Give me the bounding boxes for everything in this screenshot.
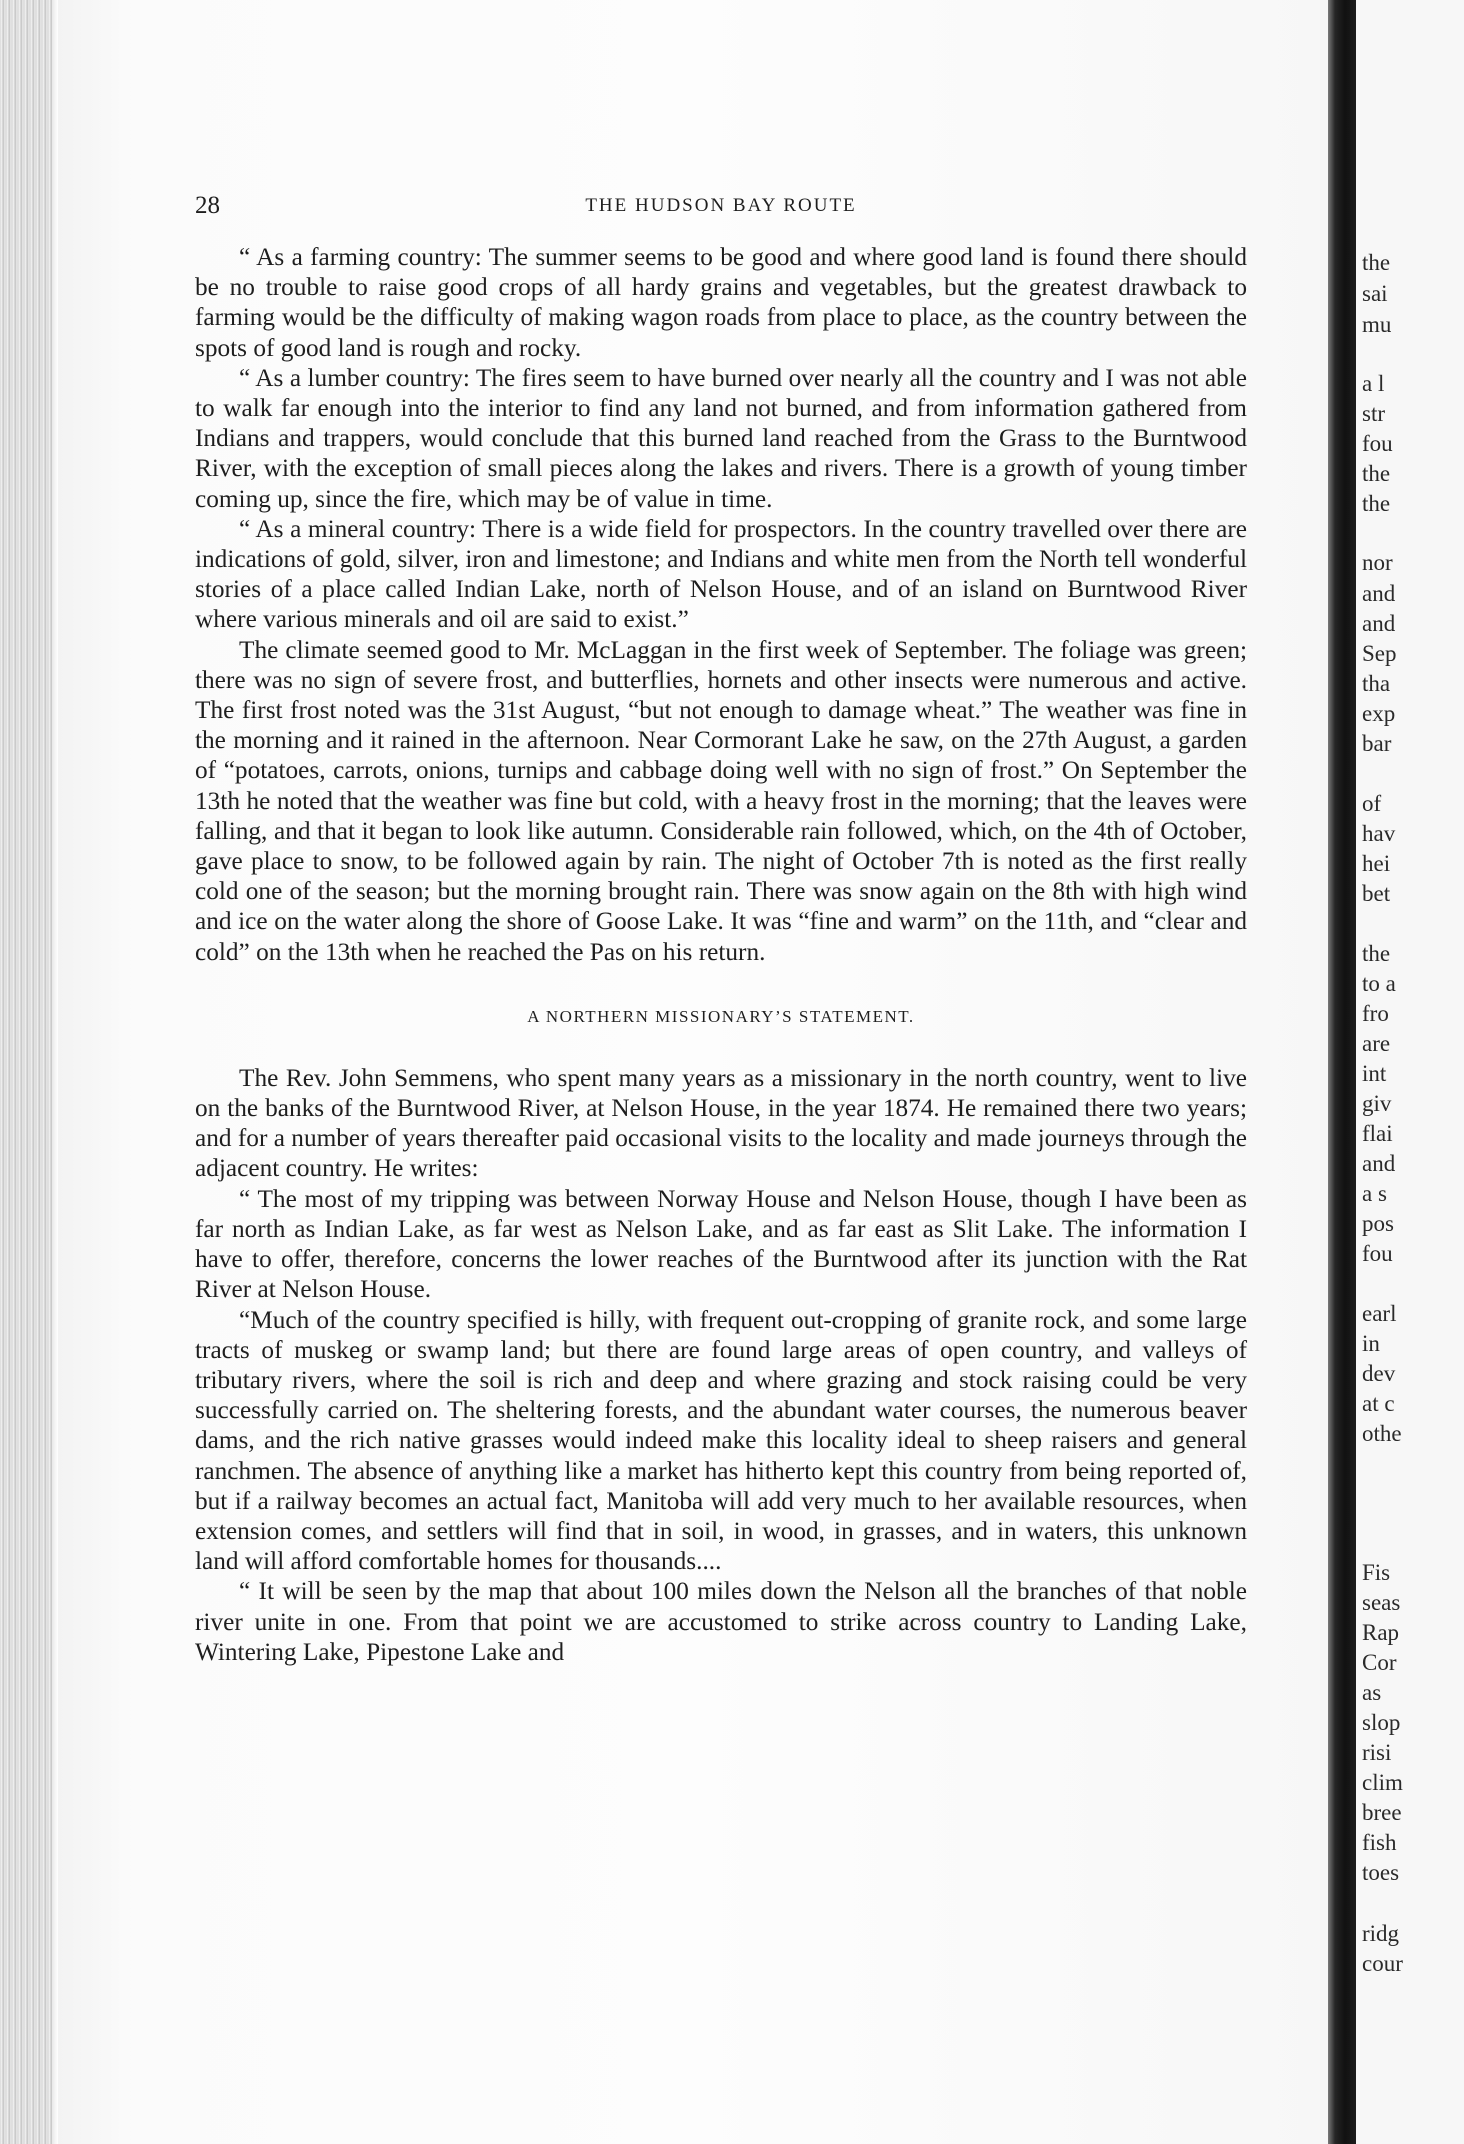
facing-page-fragment: flai [1362,1121,1393,1146]
facing-page-fragment: Rap [1362,1620,1400,1645]
facing-page-fragment: cour [1362,1951,1403,1976]
book-gutter [1328,0,1356,2144]
facing-page-fragment: and [1362,581,1396,606]
facing-page-fragment: fish [1362,1830,1397,1855]
running-head: THE HUDSON BAY ROUTE [585,195,857,216]
page-header [195,192,1247,222]
facing-page-fragment: ridg [1362,1921,1400,1946]
paragraph-climate: The climate seemed good to Mr. McLaggan in the first week of September. The foliage was green; there was no sign of severe frost, and butterflies, hornets and other insects were numerous and active. The first frost noted was the 31st August, “but not enough to damage wheat.” The weather was fine in the morning and it rained in the afternoon. Near Cormorant Lake he saw, on the 27th August, a garden of “potatoes, carrots, onions, turnips and cabbage doing well with no sign of frost.” On September the 13th he noted that the weather was fine but cold, with a heavy frost in the morning; that the leaves were falling, and that it began to look like autumn. Considerable rain followed, which, on the 4th of October, gave place to snow, to be followed again by rain. The night of October 7th is noted as the first really cold one of the season; but the morning brought rain. There was snow again on the 8th with high wind and ice on the water along the shore of Goose Lake. It was “fine and warm” on the 11th, and “clear and cold” on the 13th when he reached the Pas on his return. [195,635,1247,966]
facing-page-fragment: mu [1362,312,1392,337]
facing-page-fragment: othe [1362,1421,1402,1446]
page-number: 28 [195,192,220,219]
paragraph-semmens-intro: The Rev. John Semmens, who spent many years as a missionary in the north country, went to live on the banks of the Burntwood River, at Nelson House, in the year 1874. He remained there two years; and for a number of years thereafter paid occasional visits to the locality and made journeys through the adjacent country. He writes: [195,1063,1247,1183]
facing-page-fragment: giv [1362,1091,1392,1116]
facing-page-fragment: exp [1362,701,1396,726]
facing-page-fragment: tha [1362,671,1391,696]
facing-page-fragment: str [1362,401,1385,426]
facing-page-fragment: of [1362,791,1382,816]
facing-page-fragment: a s [1362,1181,1387,1206]
facing-page-fragment: fou [1362,431,1393,456]
facing-page-fragment: and [1362,1151,1396,1176]
facing-page-fragment: the [1362,941,1391,966]
facing-page-fragment: slop [1362,1710,1401,1735]
facing-page-fragment: hei [1362,851,1391,876]
facing-page-fragment: seas [1362,1590,1401,1615]
facing-page-fragment: sai [1362,281,1388,306]
facing-page-fragment: Fis [1362,1560,1391,1585]
paragraph-lumber: “ As a lumber country: The fires seem to have burned over nearly all the country and I was not able to walk far enough into the interior to find any land not burned, and from information gathered from Indians and trappers, would conclude that this burned land reached from the Grass to the Burntwood River, with the exception of small pieces along the lakes and rivers. There is a growth of young timber coming up, since the fire, which may be of value in time. [195,363,1247,513]
facing-page-fragment: the [1362,250,1391,275]
facing-page-fragment: a l [1362,371,1385,396]
facing-page-fragment: clim [1362,1770,1403,1795]
facing-page-fragment: dev [1362,1361,1396,1386]
section-heading: A NORTHERN MISSIONARY’S STATEMENT. [527,1006,915,1026]
facing-page-fragment: Sep [1362,641,1397,666]
facing-page-fragment: and [1362,611,1396,636]
facing-page-fragment: int [1362,1061,1387,1086]
facing-page-fragment: at c [1362,1391,1395,1416]
facing-page-fragment: the [1362,461,1391,486]
facing-page-fragment: fou [1362,1241,1393,1266]
facing-page-fragment: are [1362,1031,1391,1056]
facing-page-fragment: pos [1362,1211,1394,1236]
paragraph-tripping: “ The most of my tripping was between Norway House and Nelson House, though I have been as far north as Indian Lake, as far west as Nelson Lake, and as far east as Slit Lake. The information I have to offer, therefore, concerns the lower reaches of the Burntwood after its junction with the Rat River at Nelson House. [195,1184,1247,1304]
facing-page-fragment: the [1362,491,1391,516]
facing-page-fragment: bet [1362,881,1391,906]
paragraph-mineral: “ As a mineral country: There is a wide field for prospectors. In the country travelled over there are indications of gold, silver, iron and limestone; and Indians and white men from the North tell wonderful stories of a place called Indian Lake, north of Nelson House, and of an island on Burntwood River where various minerals and oil are said to exist.” [195,514,1247,634]
facing-page-fragment: risi [1362,1740,1392,1765]
facing-page-fragment: Cor [1362,1650,1397,1675]
facing-page-fragment: earl [1362,1301,1397,1326]
facing-page-fragment: nor [1362,550,1393,575]
facing-page-fragment: toes [1362,1860,1400,1885]
facing-page-fragment: bree [1362,1800,1402,1825]
body-text [195,242,1247,1667]
facing-page-fragment: fro [1362,1001,1389,1026]
paragraph-nelson-map: “ It will be seen by the map that about 100 miles down the Nelson all the branches of that noble river unite in one. From that point we are accustomed to strike across country to Landing Lake, Wintering Lake, Pipestone Lake and [195,1577,1247,1666]
facing-page-fragment: bar [1362,731,1392,756]
facing-page-fragment: as [1362,1680,1382,1705]
paragraph-farming: “ As a farming country: The summer seems to be good and where good land is found there should be no trouble to raise good crops of all hardy grains and vegetables, but the greatest drawback to farming would be the difficulty of making wagon roads from place to place, as the country between the spots of good land is rough and rocky. [195,243,1247,362]
facing-page-fragment: hav [1362,821,1396,846]
book-binding-edge [0,0,58,2144]
facing-page-fragment: to a [1362,971,1396,996]
paragraph-country-hilly: “Much of the country specified is hilly, with frequent out-cropping of granite rock, and some large tracts of muskeg or swamp land; but there are found large areas of open country, and valleys of tributary rivers, where the soil is rich and deep and where grazing and stock raising could be very successfully carried on. The sheltering forests, and the abundant water courses, the numerous beaver dams, and the rich native grasses would indeed make this locality ideal to sheep raisers and general ranchmen. The absence of anything like a market has hitherto kept this country from being reported of, but if a railway becomes an actual fact, Manitoba will add very much to her available resources, when extension comes, and settlers will find that in soil, in wood, in grasses, and in waters, this unknown land will afford comfortable homes for thousands.... [195,1305,1247,1576]
facing-page-fragment: in [1362,1331,1380,1356]
facing-page-edge [1356,0,1464,2144]
